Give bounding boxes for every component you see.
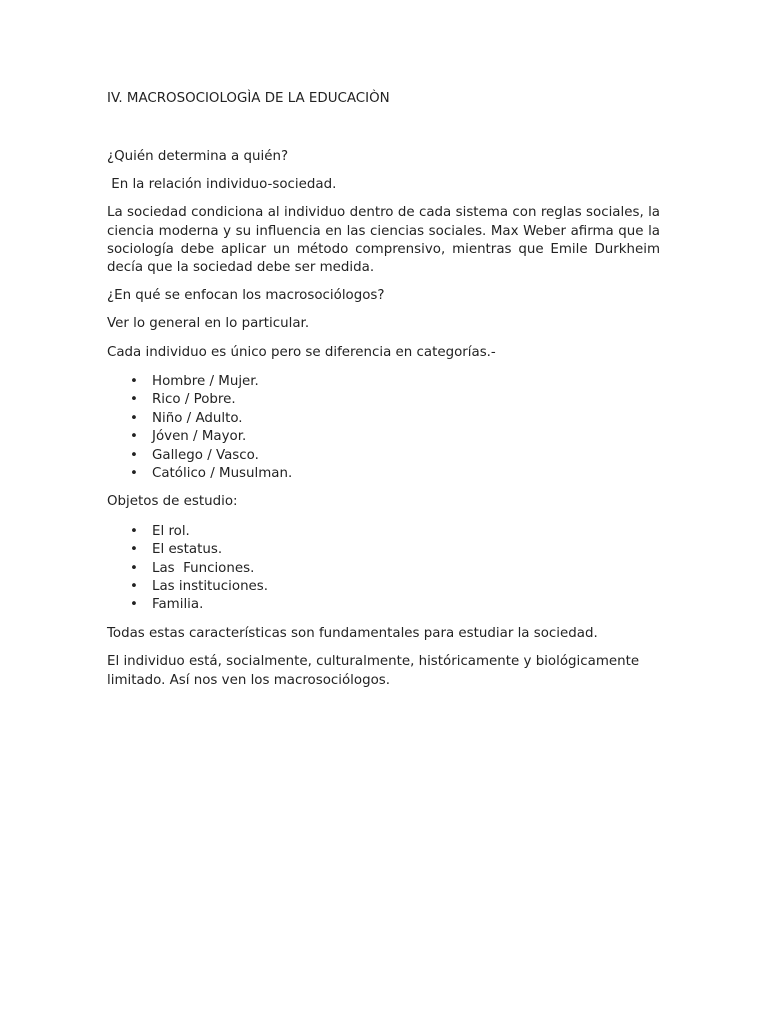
bullet-icon: • xyxy=(130,597,138,613)
categories-intro: Cada individuo es único pero se diferencia en categorías.- xyxy=(107,344,496,360)
list-item-text: El estatus. xyxy=(152,542,223,558)
list-item-text: Gallego / Vasco. xyxy=(152,447,259,463)
list-item xyxy=(107,410,660,428)
closing-individual-limited: El individuo está, socialmente, culturalmente, históricamente y biológicamente limitado. Así nos ven los macrosociólogos. xyxy=(107,654,640,688)
list-item xyxy=(107,578,660,596)
list-item xyxy=(107,523,660,541)
document-title: IV. MACROSOCIOLOGÌA DE LA EDUCACIÒN xyxy=(107,91,390,106)
list-item xyxy=(107,447,660,465)
list-item xyxy=(107,465,660,483)
bullet-icon: • xyxy=(130,578,138,594)
list-item-text: Las Funciones. xyxy=(152,560,255,576)
bullet-icon: • xyxy=(130,466,138,481)
objects-list xyxy=(107,523,660,615)
bullet-icon: • xyxy=(130,374,138,390)
bullet-icon: • xyxy=(130,523,138,539)
list-item-text: El rol. xyxy=(152,523,190,539)
document-page xyxy=(107,90,660,690)
bullet-icon: • xyxy=(130,560,138,576)
bullet-icon: • xyxy=(130,542,138,558)
answer-general-in-particular: Ver lo general en lo particular. xyxy=(107,316,310,332)
list-item-text: Rico / Pobre. xyxy=(152,392,236,408)
list-item-text: Hombre / Mujer. xyxy=(152,374,259,390)
list-item xyxy=(107,373,660,391)
answer-individual-society: En la relación individuo-sociedad. xyxy=(107,176,337,192)
closing-characteristics: Todas estas características son fundamentales para estudiar la sociedad. xyxy=(107,625,598,641)
categories-list xyxy=(107,373,660,483)
list-item-text: Las instituciones. xyxy=(152,578,269,594)
list-item-text: Niño / Adulto. xyxy=(152,410,243,426)
bullet-icon: • xyxy=(130,429,138,445)
list-item xyxy=(107,391,660,409)
question-macrosociologists-focus: ¿En qué se enfocan los macrosociólogos? xyxy=(107,287,385,303)
list-item-text: Católico / Musulman. xyxy=(152,466,293,481)
list-item xyxy=(107,428,660,446)
bullet-icon: • xyxy=(130,392,138,408)
objects-intro: Objetos de estudio: xyxy=(107,494,238,510)
question-who-determines: ¿Quién determina a quién? xyxy=(107,149,289,165)
bullet-icon: • xyxy=(130,410,138,426)
list-item-text: Jóven / Mayor. xyxy=(152,429,247,445)
paragraph-society-conditions: La sociedad condiciona al individuo dentro de cada sistema con reglas sociales, la ciencia moderna y su influencia en las ciencias sociales. Max Weber afirma que la sociología debe aplicar un método comprensivo, mientras que Emile Durkheim decía que la sociedad debe ser medida. xyxy=(107,205,660,276)
bullet-icon: • xyxy=(130,447,138,463)
list-item xyxy=(107,560,660,578)
list-item xyxy=(107,541,660,559)
list-item xyxy=(107,596,660,614)
list-item-text: Familia. xyxy=(152,597,204,613)
